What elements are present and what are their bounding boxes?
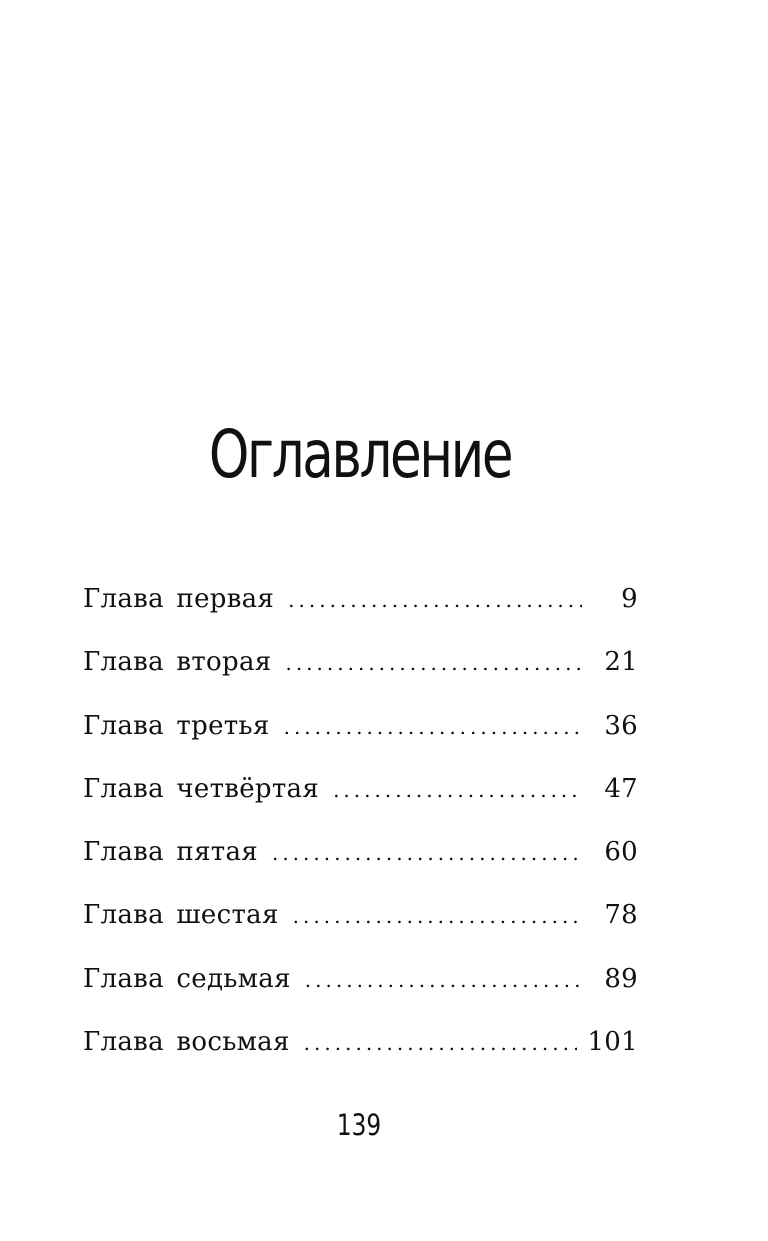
table-of-contents bbox=[83, 577, 638, 1083]
dot-leader bbox=[333, 768, 582, 812]
toc-entry bbox=[83, 830, 638, 893]
dot-leader bbox=[284, 705, 582, 749]
dot-leader bbox=[304, 1021, 578, 1065]
dot-leader bbox=[285, 641, 582, 685]
dot-leader bbox=[293, 894, 582, 938]
toc-entry-page: 9 bbox=[621, 584, 638, 614]
toc-entry-page: 60 bbox=[604, 837, 638, 868]
toc-entry bbox=[83, 957, 638, 1020]
toc-entry-page: 101 bbox=[587, 1027, 638, 1058]
dot-leader bbox=[272, 831, 582, 875]
toc-entry-page: 78 bbox=[604, 900, 638, 931]
toc-entry-label: Глава третья bbox=[83, 710, 270, 741]
toc-entry-label: Глава вторая bbox=[83, 647, 272, 678]
toc-entry bbox=[83, 893, 638, 956]
toc-entry bbox=[83, 767, 638, 830]
toc-entry-label: Глава пятая bbox=[83, 837, 258, 868]
toc-entry bbox=[83, 1020, 638, 1083]
toc-entry bbox=[83, 704, 638, 767]
dot-leader bbox=[305, 958, 582, 1002]
page-number: 139 bbox=[336, 1108, 382, 1142]
toc-entry-label: Глава первая bbox=[83, 584, 275, 614]
toc-entry-label: Глава восьмая bbox=[83, 1027, 290, 1058]
toc-entry-label: Глава седьмая bbox=[83, 963, 291, 994]
toc-entry-page: 47 bbox=[604, 773, 638, 804]
toc-entry-label: Глава четвёртая bbox=[83, 773, 320, 804]
toc-entry bbox=[83, 577, 638, 640]
page-title: Оглавление bbox=[208, 416, 512, 493]
dot-leader bbox=[288, 578, 582, 622]
toc-entry-label: Глава шестая bbox=[83, 900, 279, 931]
toc-entry-page: 89 bbox=[604, 963, 638, 994]
toc-entry-page: 36 bbox=[604, 710, 638, 741]
toc-entry-page: 21 bbox=[604, 647, 638, 678]
toc-entry bbox=[83, 640, 638, 703]
